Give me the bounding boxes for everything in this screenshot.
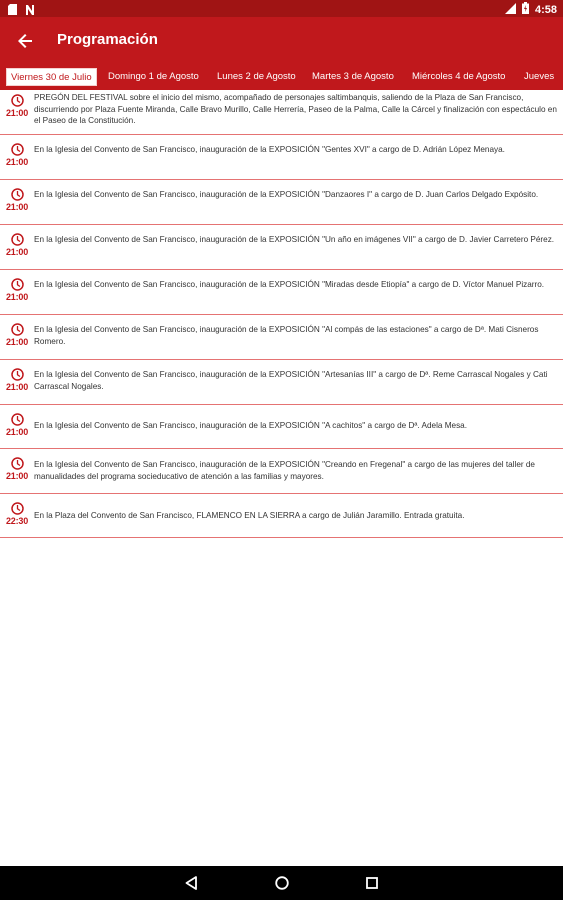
event-description: PREGÓN DEL FESTIVAL sobre el inicio del mismo, acompañado de personajes saltimbanquis, saliendo de la Plaza de San Francisco, discurriendo por Plaza Fuente Miranda, Calle Bravo Murillo, Calle Herrería, Paseo de la Palma, Calle la Cárcel y finalización con espectáculo en el Paseo de la Constitución. — [34, 93, 557, 125]
square-recents-icon — [366, 877, 378, 889]
nav-recents-button[interactable] — [363, 875, 381, 891]
event-description: En la Iglesia del Convento de San Francisco, inauguración de la EXPOSICIÓN "Miradas desde Etiopía" a cargo de D. Víctor Manuel Pizarro. — [34, 280, 545, 289]
clock-icon — [11, 188, 24, 201]
arrow-back-icon — [18, 34, 32, 48]
list-item[interactable] — [0, 360, 563, 405]
event-time: 21:00 — [5, 337, 29, 347]
day-tabs — [0, 64, 563, 90]
list-item[interactable] — [0, 180, 563, 225]
tab-lunes-2-agosto[interactable]: Lunes 2 de Agosto — [217, 71, 296, 82]
clock-icon — [11, 233, 24, 246]
tab-martes-3-agosto[interactable]: Martes 3 de Agosto — [312, 71, 394, 82]
event-time: 21:00 — [5, 202, 29, 212]
event-description: En la Iglesia del Convento de San Francisco, inauguración de la EXPOSICIÓN "A cachitos" a cargo de Dª. Adela Mesa. — [34, 421, 468, 430]
list-item[interactable] — [0, 494, 563, 538]
list-item[interactable] — [0, 225, 563, 270]
system-navigation-bar — [0, 866, 563, 900]
tab-viernes-30-julio[interactable]: Viernes 30 de Julio — [6, 68, 97, 86]
tab-jueves[interactable]: Jueves — [524, 71, 555, 82]
nav-home-button[interactable] — [273, 875, 291, 891]
event-description: En la Iglesia del Convento de San Francisco, inauguración de la EXPOSICIÓN "Un año en imágenes VII" a cargo de D. Javier Carretero Pérez. — [34, 235, 555, 244]
list-item[interactable] — [0, 90, 563, 135]
list-item[interactable] — [0, 270, 563, 315]
tab-miercoles-4-agosto[interactable]: Miércoles 4 de Agosto — [412, 71, 506, 82]
event-description: En la Plaza del Convento de San Francisco, FLAMENCO EN LA SIERRA a cargo de Julián Jaramillo. Entrada gratuita. — [34, 511, 465, 520]
event-description: En la Iglesia del Convento de San Francisco, inauguración de la EXPOSICIÓN "Danzaores I" a cargo de D. Juan Carlos Delgado Expósito. — [34, 190, 539, 199]
clock-icon — [11, 278, 24, 291]
event-time: 22:30 — [5, 516, 29, 526]
clock-icon — [11, 323, 24, 336]
list-item[interactable] — [0, 135, 563, 180]
circle-home-icon — [275, 876, 289, 890]
triangle-back-icon — [185, 876, 197, 890]
back-button[interactable] — [10, 26, 40, 56]
signal-icon — [505, 3, 516, 17]
page-title: Programación — [57, 31, 158, 48]
status-bar — [0, 0, 563, 17]
event-time: 21:00 — [5, 471, 29, 481]
clock-icon — [11, 368, 24, 381]
clock-icon — [11, 413, 24, 426]
event-description: En la Iglesia del Convento de San Francisco, inauguración de la EXPOSICIÓN "Artesanías III" a cargo de Dª. Reme Carrascal Nogales y Cati Carrascal Nogales. — [34, 370, 548, 391]
event-time: 21:00 — [5, 292, 29, 302]
event-time: 21:00 — [5, 157, 29, 167]
clock-icon — [11, 502, 24, 515]
event-time: 21:00 — [5, 247, 29, 257]
event-time: 21:00 — [5, 382, 29, 392]
event-description: En la Iglesia del Convento de San Francisco, inauguración de la EXPOSICIÓN "Al compás de las estaciones" a cargo de Dª. Mati Cisneros Romero. — [34, 325, 539, 346]
clock-icon — [11, 143, 24, 156]
tab-domingo-1-agosto[interactable]: Domingo 1 de Agosto — [108, 71, 199, 82]
app-bar — [0, 17, 563, 64]
clock-icon — [11, 457, 24, 470]
nav-back-button[interactable] — [182, 875, 200, 891]
list-item[interactable] — [0, 449, 563, 494]
clock-time: 4:58 — [534, 3, 557, 16]
event-description: En la Iglesia del Convento de San Francisco, inauguración de la EXPOSICIÓN "Creando en Fregenal" a cargo de las mujeres del taller de manualidades del programa socieducativo de atención a las familias y mayores. — [34, 460, 535, 481]
event-time: 21:00 — [5, 108, 29, 118]
event-time: 21:00 — [5, 427, 29, 437]
battery-icon — [522, 2, 529, 17]
list-item[interactable] — [0, 315, 563, 360]
list-item[interactable] — [0, 405, 563, 449]
clock-icon — [11, 94, 24, 107]
event-description: En la Iglesia del Convento de San Francisco, inauguración de la EXPOSICIÓN "Gentes XVI" a cargo de D. Adrián López Menaya. — [34, 145, 505, 154]
